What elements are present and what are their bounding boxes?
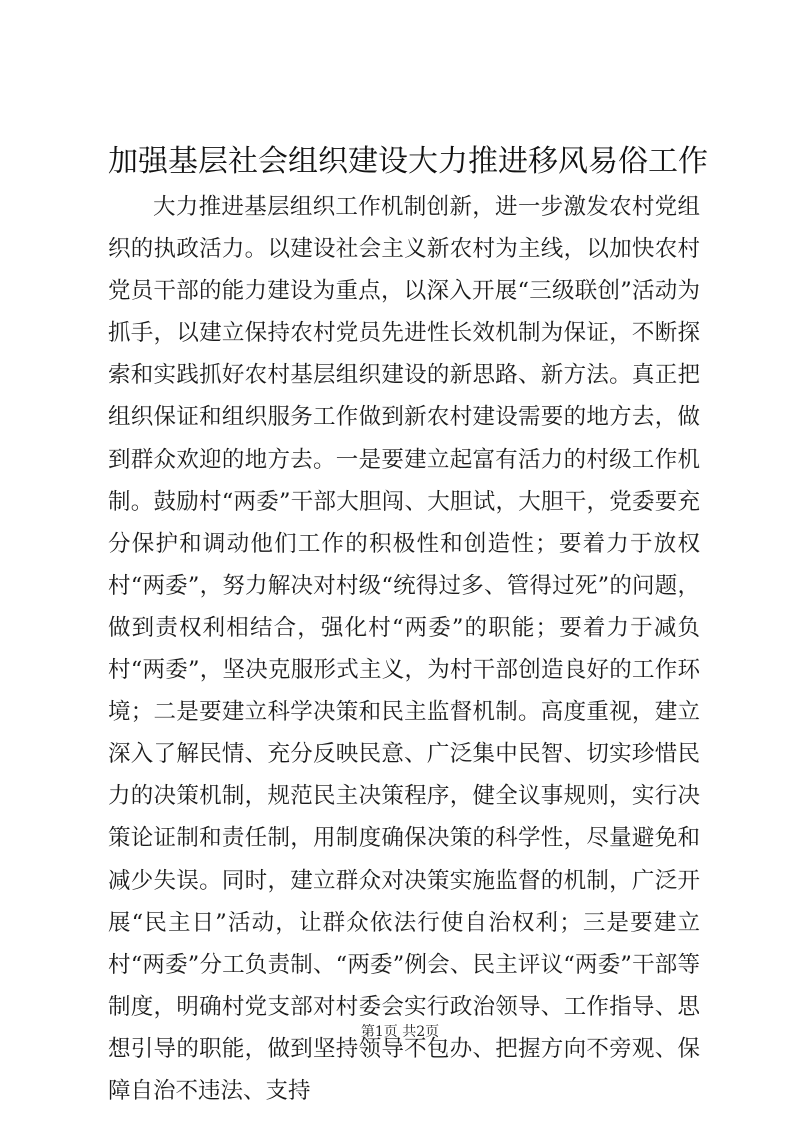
page-number-footer: 第1页 共2页 xyxy=(360,1024,440,1040)
body-paragraph: 大力推进基层组织工作机制创新，进一步激发农村党组织的执政活力。以建设社会主义新农村为主线，以加快农村党员干部的能力建设为重点，以深入开展“三级联创”活动为抓手，以建立保持农村党员先进性长效机制为保证，不断探索和实践抓好农村基层组织建设的新思路、新方法。真正把组织保证和组织服务工作做到新农村建设需要的地方去，做到群众欢迎的地方去。一是要建立起富有活力的村级工作机制。鼓励村“两委”干部大胆闯、大胆试，大胆干，党委要充分保护和调动他们工作的积极性和创造性；要着力于放权村“两委”，努力解决对村级“统得过多、管得过死”的问题，做到责权利相结合，强化村“两委”的职能；要着力于减负村“两委”，坚决克服形式主义，为村干部创造良好的工作环境；二是要建立科学决策和民主监督机制。高度重视，建立深入了解民情、充分反映民意、广泛集中民智、切实珍惜民力的决策机制，规范民主决策程序，健全议事规则，实行决策论证制和责任制，用制度确保决策的科学性，尽量避免和减少失误。同时，建立群众对决策实施监督的机制，广泛开展“民主日”活动，让群众依法行使自治权利；三是要建立村“两委”分工负责制、“两委”例会、民主评议“两委”干部等制度，明确村党支部对村委会实行政治领导、工作指导、思想引导的职能，做到坚持领导不包办、把握方向不旁观、保障自治不违法、支持 xyxy=(108,194,700,1104)
document-title: 加强基层社会组织建设大力推进移风易俗工作 xyxy=(108,144,708,179)
